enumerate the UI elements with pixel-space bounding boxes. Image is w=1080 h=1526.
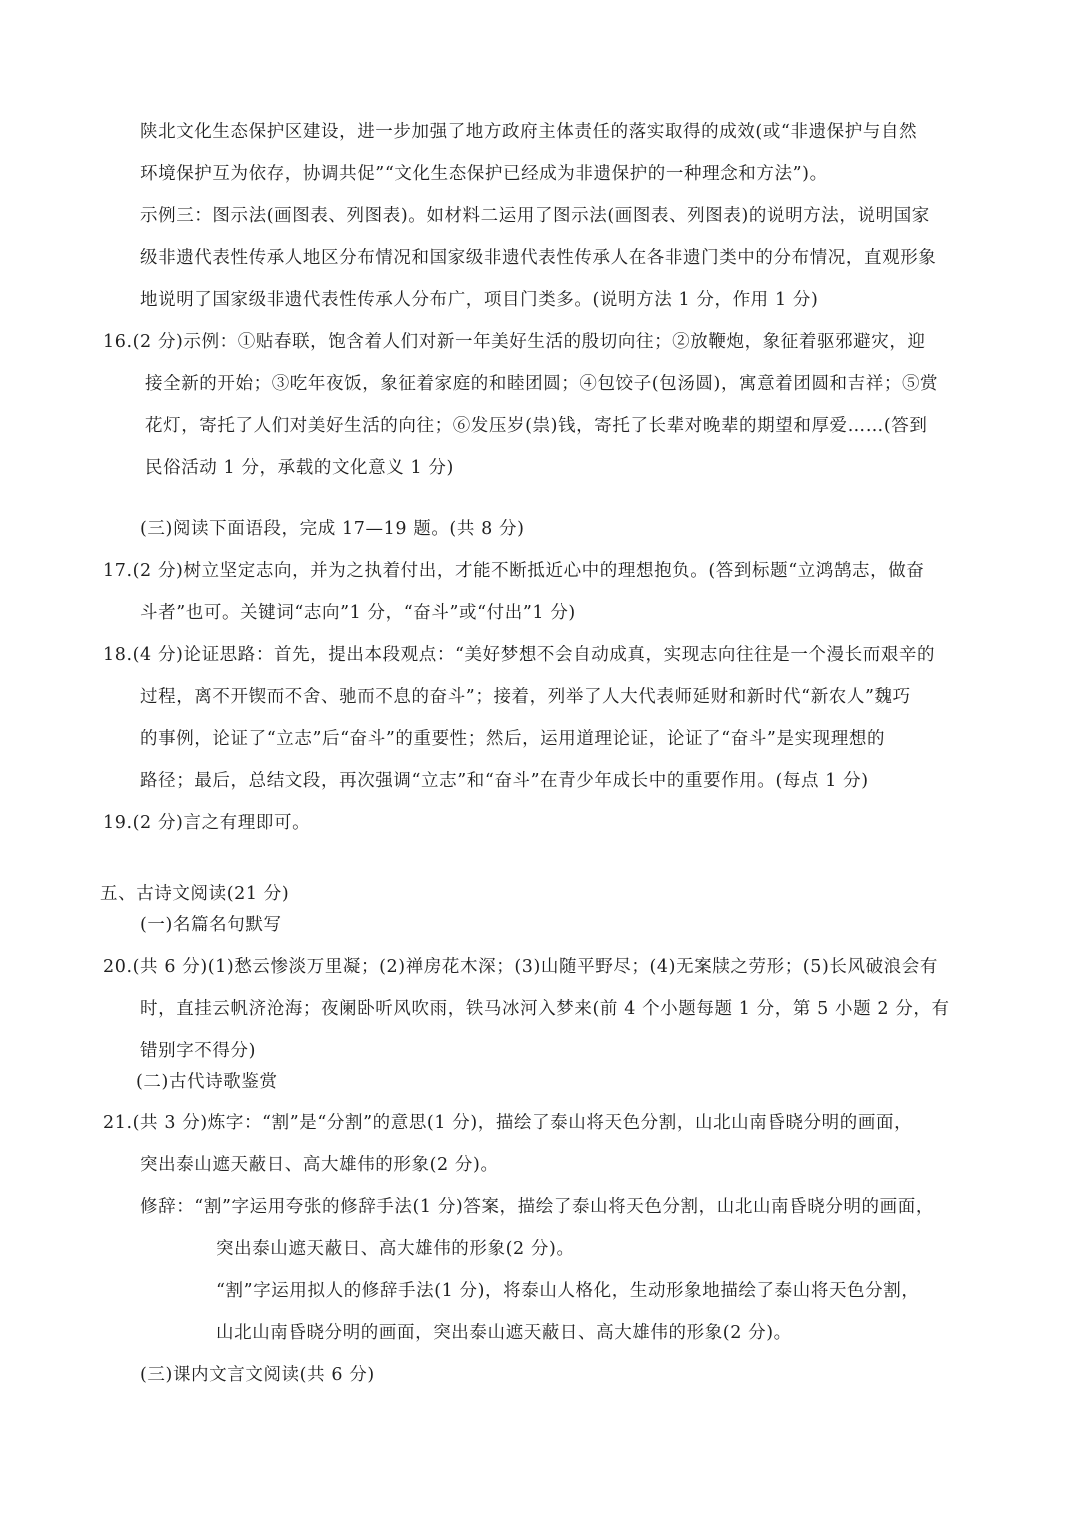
text-line: 的事例，论证了“立志”后“奋斗”的重要性；然后，运用道理论证，论证了“奋斗”是实现理想的 [140,729,886,749]
subsection-heading: (一)名篇名句默写 [140,915,282,935]
text-line: “割”字运用拟人的修辞手法(1 分)，将泰山人格化，生动形象地描绘了泰山将天色分割， [216,1281,920,1301]
answer-20: 20.(共 6 分)(1)愁云惨淡万里凝；(2)禅房花木深；(3)山随平野尽；(4)无案牍之劳形；(5)长风破浪会有 [103,957,938,977]
subsection-heading: (二)古代诗歌鉴赏 [136,1072,278,1092]
text-line: 斗者”也可。关键词“志向”1 分，“奋斗”或“付出”1 分) [140,603,576,623]
answer-19: 19.(2 分)言之有理即可。 [103,813,311,833]
text-line: 环境保护互为依存，协调共促”“文化生态保护已经成为非遗保护的一种理念和方法”)。 [140,164,828,184]
section-heading: 五、古诗文阅读(21 分) [100,884,290,904]
answer-18: 18.(4 分)论证思路：首先，提出本段观点：“美好梦想不会自动成真，实现志向往往是一个漫长而艰辛的 [103,645,936,665]
subsection-heading: (三)课内文言文阅读(共 6 分) [140,1365,375,1385]
text-line: 突出泰山遮天蔽日、高大雄伟的形象(2 分)。 [140,1155,499,1175]
text-line: 陕北文化生态保护区建设，进一步加强了地方政府主体责任的落实取得的成效(或“非遗保护与自然 [140,122,918,142]
text-line: 示例三：图示法(画图表、列图表)。如材料二运用了图示法(画图表、列图表)的说明方法，说明国家 [140,206,930,226]
text-line: 民俗活动 1 分，承载的文化意义 1 分) [145,458,454,478]
text-line: 路径；最后，总结文段，再次强调“立志”和“奋斗”在青少年成长中的重要作用。(每点 1 分) [140,771,869,791]
text-line: 错别字不得分) [140,1041,257,1061]
text-line: 过程，离不开锲而不舍、驰而不息的奋斗”；接着，列举了人大代表师延财和新时代“新农人”魏巧 [140,687,911,707]
text-line: 突出泰山遮天蔽日、高大雄伟的形象(2 分)。 [216,1239,575,1259]
text-line: 地说明了国家级非遗代表性传承人分布广，项目门类多。(说明方法 1 分，作用 1 分) [140,290,819,310]
section-heading: (三)阅读下面语段，完成 17—19 题。(共 8 分) [140,519,525,539]
text-line: 花灯，寄托了人们对美好生活的向往；⑥发压岁(祟)钱，寄托了长辈对晚辈的期望和厚爱……(答到 [145,416,928,436]
text-line: 时，直挂云帆济沧海；夜阑卧听风吹雨，铁马冰河入梦来(前 4 个小题每题 1 分，第 5 小题 2 分，有 [140,999,950,1019]
text-line: 山北山南昏晓分明的画面，突出泰山遮天蔽日、高大雄伟的形象(2 分)。 [216,1323,792,1343]
text-line: 修辞：“割”字运用夸张的修辞手法(1 分)答案，描绘了泰山将天色分割，山北山南昏晓分明的画面， [140,1197,934,1217]
answer-17: 17.(2 分)树立坚定志向，并为之执着付出，才能不断抵近心中的理想抱负。(答到标题“立鸿鹄志，做奋 [103,561,925,581]
text-line: 级非遗代表性传承人地区分布情况和国家级非遗代表性传承人在各非遗门类中的分布情况，直观形象 [140,248,937,268]
answer-16: 16.(2 分)示例：①贴春联，饱含着人们对新一年美好生活的殷切向往；②放鞭炮，象征着驱邪避灾，迎 [103,332,926,352]
text-line: 接全新的开始；③吃年夜饭，象征着家庭的和睦团圆；④包饺子(包汤圆)，寓意着团圆和吉祥；⑤赏 [145,374,939,394]
answer-21: 21.(共 3 分)炼字：“割”是“分割”的意思(1 分)，描绘了泰山将天色分割，山北山南昏晓分明的画面， [103,1113,913,1133]
